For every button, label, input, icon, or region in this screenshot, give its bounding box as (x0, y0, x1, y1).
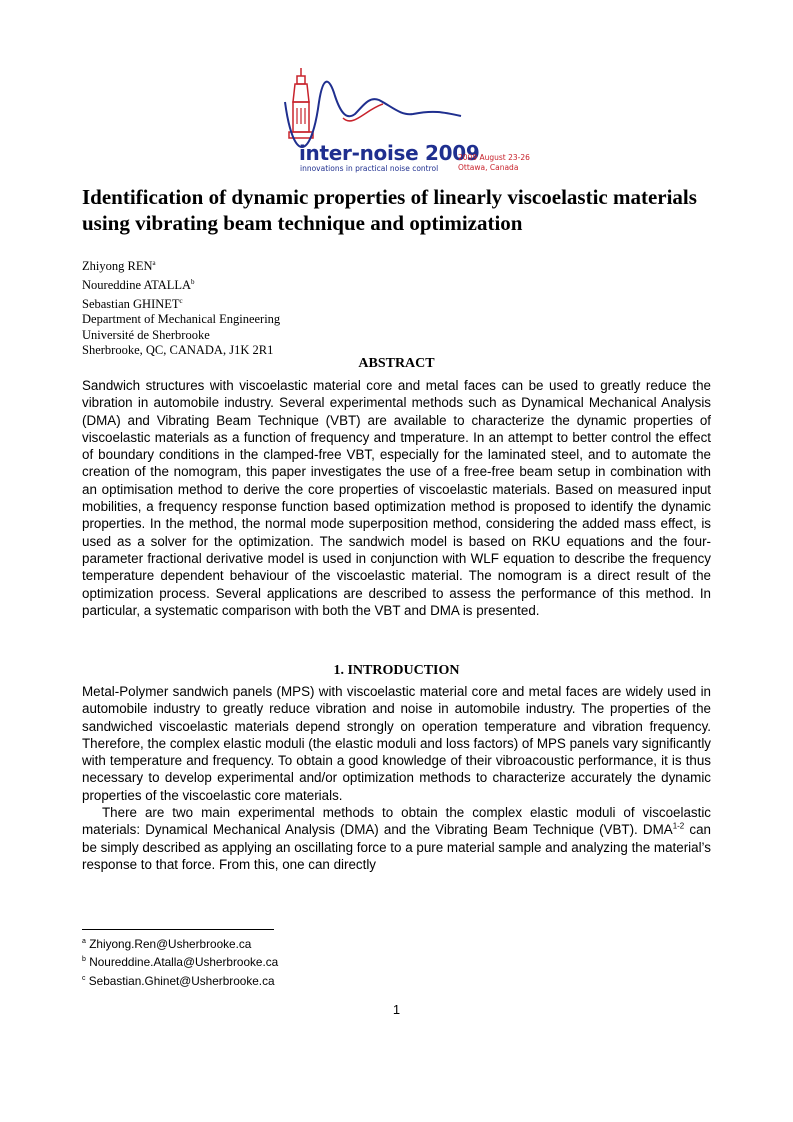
paper-title: Identification of dynamic properties of linearly viscoelastic materials using vibrating beam technique and optimization (82, 185, 697, 235)
author-line (82, 294, 280, 313)
introduction-body (82, 683, 711, 873)
abstract-heading: ABSTRACT (358, 356, 435, 371)
conference-location: Ottawa, Canada (458, 163, 519, 172)
affiliation-address: Sherbrooke, QC, CANADA, J1K 2R1 (82, 343, 274, 358)
introduction-paragraph-2 (82, 804, 711, 873)
author-line (82, 275, 280, 294)
conference-name: inter-noise 2009 (299, 141, 480, 165)
footnote-email: Sebastian.Ghinet@Usherbrooke.ca (88, 973, 275, 988)
paragraph-text: There are two main experimental methods to obtain the complex elastic moduli of viscoelastic materials: Dynamical Mechanical Analysis (DMA) and the Vibrating Beam Technique (VBT). DMA (82, 805, 711, 838)
footnotes (82, 934, 278, 989)
page-number: 1 (392, 1002, 401, 1017)
footnote-divider (82, 929, 274, 930)
conference-date-location (458, 153, 530, 173)
affiliation-university: Université de Sherbrooke (82, 327, 210, 342)
conference-logo (283, 62, 543, 174)
footnote-email: Noureddine.Atalla@Usherbrooke.ca (89, 955, 279, 970)
author-name: Noureddine ATALLA (82, 277, 192, 292)
introduction-heading: 1. INTRODUCTION (333, 663, 460, 678)
author-mark: a (152, 259, 156, 267)
affiliation-department: Department of Mechanical Engineering (82, 312, 281, 327)
citation-ref: 1-2 (672, 821, 685, 831)
footnote-mark: c (82, 974, 86, 982)
author-line (82, 256, 280, 275)
author-name: Sebastian GHINET (82, 296, 180, 311)
author-mark: b (191, 277, 195, 286)
author-mark: c (179, 296, 183, 305)
introduction-paragraph-1: Metal-Polymer sandwich panels (MPS) with viscoelastic material core and metal faces are widely used in automobile industry to greatly reduce vibration and noise in automobile industry. The properties of the sandwiched viscoelastic materials depend strongly on operation temperature and vibration frequency. Therefore, the complex elastic moduli (the elastic moduli and loss factors) of MPS panels vary significantly with temperature and frequency. To obtain a good knowledge of their vibroacoustic performance, it is thus necessary to develop experimental and/or optimization methods to characterize accurately the dynamic properties of the viscoelastic core materials. (82, 684, 711, 803)
conference-tagline: innovations in practical noise control (300, 164, 439, 173)
footnote (82, 934, 278, 952)
footnote-mark: a (82, 938, 86, 945)
footnote (82, 971, 278, 989)
abstract-paragraph: Sandwich structures with viscoelastic material core and metal faces can be used to greatly reduce the vibration in automobile industry. Several experimental methods such as Dynamical Mechanical Analysis (DMA) and Vibrating Beam Technique (VBT) are available to characterize the dynamic properties of viscoelastic materials as a function of frequency and tmperature. In an attempt to better control the effect of boundary conditions in the clamped-free VBT, especially for the laminated steel, and to automate the creation of the nomogram, this paper investigates the use of a free-free beam setup in combination with an optimisation method to derive the core properties of viscoelastic materials. Based on measured input mobilities, a frequency response function based optimization method is proposed to identify the dynamic properties. In the method, the normal mode superposition method, considering the added mass effect, is used as a solver for the optimization. The sandwich model is based on RKU equations and the four-parameter fractional derivative model is used in conjunction with WLF equation to describe the frequency temperature dependent behaviour of the viscoelastic material. The nomogram is a direct result of the optimization process. Several applications are described to assess the performance of this method. In particular, a systematic comparison with both the VBT and DMA is presented. (82, 378, 711, 618)
footnote-email: Zhiyong.Ren@Usherbrooke.ca (89, 936, 252, 951)
footnote (82, 952, 278, 970)
author-name: Zhiyong REN (82, 259, 153, 274)
footnote-mark: b (82, 956, 86, 964)
conference-date: 2009 August 23-26 (458, 153, 530, 162)
paragraph-text: can be simply described as applying an oscillating force to a pure material sample and analyzing the material’s response to that force. From this, one can directly (82, 822, 712, 872)
abstract-body (82, 377, 711, 619)
author-block (82, 256, 280, 359)
